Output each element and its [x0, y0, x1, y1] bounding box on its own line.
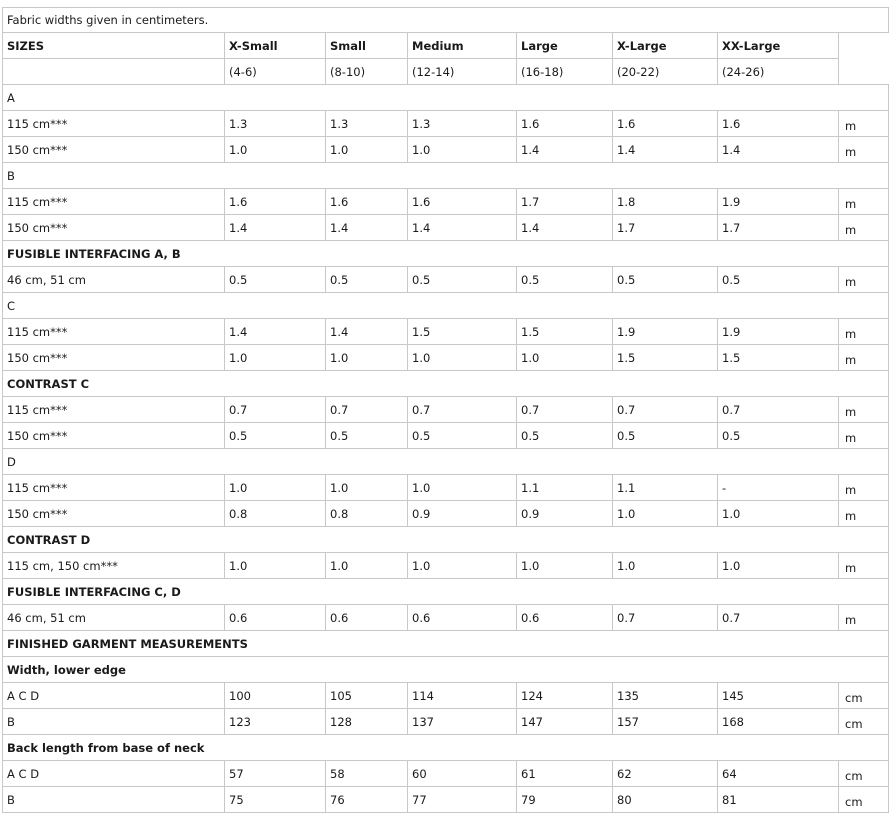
value-cell: 1.0 [613, 553, 718, 579]
value-cell: 1.0 [718, 553, 839, 579]
value-cell: 1.0 [326, 137, 408, 163]
value-cell: 1.6 [613, 111, 718, 137]
section-title: B [3, 163, 889, 189]
empty-cell [3, 59, 225, 85]
table-row [2, 345, 888, 371]
value-cell: 0.5 [408, 267, 517, 293]
row-label: 115 cm*** [3, 189, 225, 215]
section-title: FINISHED GARMENT MEASUREMENTS [3, 631, 889, 657]
value-cell: 0.7 [613, 397, 718, 423]
value-cell: 0.6 [408, 605, 517, 631]
value-cell: 1.1 [613, 475, 718, 501]
value-cell: 1.5 [408, 319, 517, 345]
value-cell: 0.5 [225, 267, 326, 293]
table-row [2, 137, 888, 163]
value-cell: 1.0 [225, 553, 326, 579]
value-cell: 62 [613, 761, 718, 787]
size-range: (4-6) [225, 59, 326, 85]
row-label: 115 cm*** [3, 111, 225, 137]
value-cell: 75 [225, 787, 326, 813]
value-cell: 114 [408, 683, 517, 709]
section-title-row [2, 163, 888, 189]
row-label: 150 cm*** [3, 215, 225, 241]
value-cell: 1.4 [225, 319, 326, 345]
value-cell: 168 [718, 709, 839, 735]
value-cell: 1.0 [718, 501, 839, 527]
unit-cell: m [839, 605, 889, 631]
section-title: FUSIBLE INTERFACING A, B [3, 241, 889, 267]
value-cell: 0.7 [225, 397, 326, 423]
row-label: 46 cm, 51 cm [3, 267, 225, 293]
row-label: A C D [3, 761, 225, 787]
value-cell: 100 [225, 683, 326, 709]
value-cell: 137 [408, 709, 517, 735]
row-label: A C D [3, 683, 225, 709]
row-label: 150 cm*** [3, 345, 225, 371]
section-title-row [2, 579, 888, 605]
value-cell: - [718, 475, 839, 501]
unit-cell: m [839, 475, 889, 501]
value-cell: 1.3 [408, 111, 517, 137]
unit-cell: m [839, 423, 889, 449]
sizes-range-row [2, 59, 888, 85]
row-label: 46 cm, 51 cm [3, 605, 225, 631]
yardage-table [2, 7, 888, 813]
value-cell: 0.5 [718, 423, 839, 449]
value-cell: 1.4 [517, 137, 613, 163]
row-label: B [3, 709, 225, 735]
value-cell: 1.5 [613, 345, 718, 371]
value-cell: 0.7 [718, 397, 839, 423]
value-cell: 0.5 [718, 267, 839, 293]
value-cell: 1.4 [326, 319, 408, 345]
value-cell: 76 [326, 787, 408, 813]
unit-cell: m [839, 215, 889, 241]
value-cell: 0.7 [408, 397, 517, 423]
table-row [2, 319, 888, 345]
value-cell: 1.0 [225, 345, 326, 371]
value-cell: 0.5 [408, 423, 517, 449]
value-cell: 1.9 [718, 189, 839, 215]
value-cell: 0.7 [613, 605, 718, 631]
value-cell: 135 [613, 683, 718, 709]
value-cell: 147 [517, 709, 613, 735]
value-cell: 1.0 [225, 475, 326, 501]
value-cell: 1.0 [326, 475, 408, 501]
section-title: Width, lower edge [3, 657, 889, 683]
row-label: 150 cm*** [3, 137, 225, 163]
value-cell: 61 [517, 761, 613, 787]
table-row [2, 501, 888, 527]
value-cell: 128 [326, 709, 408, 735]
size-name: X-Small [225, 33, 326, 59]
value-cell: 0.6 [517, 605, 613, 631]
value-cell: 1.4 [517, 215, 613, 241]
table-row [2, 475, 888, 501]
value-cell: 1.4 [225, 215, 326, 241]
value-cell: 0.8 [326, 501, 408, 527]
unit-cell: cm [839, 761, 889, 787]
empty-cell [839, 59, 889, 85]
value-cell: 1.5 [517, 319, 613, 345]
value-cell: 1.0 [326, 553, 408, 579]
size-name: Large [517, 33, 613, 59]
unit-cell: cm [839, 709, 889, 735]
section-title: CONTRAST D [3, 527, 889, 553]
table-row [2, 189, 888, 215]
section-title-row [2, 293, 888, 319]
value-cell: 80 [613, 787, 718, 813]
value-cell: 1.8 [613, 189, 718, 215]
value-cell: 1.0 [613, 501, 718, 527]
value-cell: 1.0 [517, 345, 613, 371]
value-cell: 1.7 [718, 215, 839, 241]
value-cell: 0.5 [613, 267, 718, 293]
section-title: D [3, 449, 889, 475]
unit-cell: m [839, 397, 889, 423]
row-label: 150 cm*** [3, 501, 225, 527]
value-cell: 1.7 [517, 189, 613, 215]
value-cell: 79 [517, 787, 613, 813]
value-cell: 0.5 [517, 267, 613, 293]
value-cell: 1.7 [613, 215, 718, 241]
size-range: (12-14) [408, 59, 517, 85]
unit-cell: m [839, 319, 889, 345]
value-cell: 0.5 [517, 423, 613, 449]
section-title-row [2, 241, 888, 267]
value-cell: 1.0 [326, 345, 408, 371]
section-title: Back length from base of neck [3, 735, 889, 761]
value-cell: 1.0 [225, 137, 326, 163]
table-row [2, 553, 888, 579]
value-cell: 1.3 [225, 111, 326, 137]
size-range: (20-22) [613, 59, 718, 85]
value-cell: 0.9 [517, 501, 613, 527]
section-title: FUSIBLE INTERFACING C, D [3, 579, 889, 605]
table-row [2, 605, 888, 631]
value-cell: 0.5 [326, 423, 408, 449]
value-cell: 77 [408, 787, 517, 813]
value-cell: 0.6 [225, 605, 326, 631]
table-row [2, 683, 888, 709]
unit-cell: m [839, 137, 889, 163]
sections-container [2, 85, 888, 813]
value-cell: 1.6 [718, 111, 839, 137]
value-cell: 145 [718, 683, 839, 709]
unit-cell: m [839, 111, 889, 137]
table-row [2, 215, 888, 241]
section-title: A [3, 85, 889, 111]
value-cell: 1.6 [326, 189, 408, 215]
value-cell: 1.6 [225, 189, 326, 215]
fabric-width-note: Fabric widths given in centimeters. [3, 7, 889, 33]
note-row [2, 7, 888, 33]
unit-cell: m [839, 345, 889, 371]
value-cell: 1.0 [408, 345, 517, 371]
row-label: 115 cm*** [3, 475, 225, 501]
size-name: XX-Large [718, 33, 839, 59]
value-cell: 64 [718, 761, 839, 787]
value-cell: 1.4 [408, 215, 517, 241]
value-cell: 1.4 [718, 137, 839, 163]
value-cell: 105 [326, 683, 408, 709]
row-label: 115 cm*** [3, 397, 225, 423]
value-cell: 1.0 [408, 475, 517, 501]
value-cell: 0.9 [408, 501, 517, 527]
unit-cell: m [839, 501, 889, 527]
value-cell: 0.6 [326, 605, 408, 631]
value-cell: 1.6 [517, 111, 613, 137]
sizes-header-row [2, 33, 888, 59]
empty-cell [839, 33, 889, 59]
value-cell: 1.0 [408, 137, 517, 163]
value-cell: 1.0 [408, 553, 517, 579]
row-label: 115 cm, 150 cm*** [3, 553, 225, 579]
value-cell: 124 [517, 683, 613, 709]
size-range: (8-10) [326, 59, 408, 85]
size-range: (24-26) [718, 59, 839, 85]
value-cell: 0.5 [326, 267, 408, 293]
row-label: B [3, 787, 225, 813]
row-label: 150 cm*** [3, 423, 225, 449]
value-cell: 57 [225, 761, 326, 787]
value-cell: 1.0 [517, 553, 613, 579]
size-name: Medium [408, 33, 517, 59]
value-cell: 1.9 [613, 319, 718, 345]
section-title-row [2, 735, 888, 761]
value-cell: 1.5 [718, 345, 839, 371]
section-title: C [3, 293, 889, 319]
value-cell: 1.1 [517, 475, 613, 501]
unit-cell: m [839, 267, 889, 293]
value-cell: 157 [613, 709, 718, 735]
section-title-row [2, 371, 888, 397]
value-cell: 0.7 [718, 605, 839, 631]
value-cell: 1.3 [326, 111, 408, 137]
section-title-row [2, 631, 888, 657]
size-name: Small [326, 33, 408, 59]
table-row [2, 709, 888, 735]
value-cell: 0.5 [225, 423, 326, 449]
value-cell: 1.9 [718, 319, 839, 345]
value-cell: 1.4 [613, 137, 718, 163]
table-row [2, 397, 888, 423]
value-cell: 0.7 [326, 397, 408, 423]
section-title: CONTRAST C [3, 371, 889, 397]
size-name: X-Large [613, 33, 718, 59]
table-row [2, 423, 888, 449]
row-label: 115 cm*** [3, 319, 225, 345]
unit-cell: m [839, 189, 889, 215]
value-cell: 0.8 [225, 501, 326, 527]
size-range: (16-18) [517, 59, 613, 85]
table-row [2, 761, 888, 787]
section-title-row [2, 527, 888, 553]
unit-cell: cm [839, 787, 889, 813]
table-row [2, 787, 888, 813]
sizes-label: SIZES [3, 33, 225, 59]
table-row [2, 111, 888, 137]
unit-cell: cm [839, 683, 889, 709]
unit-cell: m [839, 553, 889, 579]
value-cell: 1.4 [326, 215, 408, 241]
table-row [2, 267, 888, 293]
value-cell: 1.6 [408, 189, 517, 215]
value-cell: 123 [225, 709, 326, 735]
section-title-row [2, 85, 888, 111]
value-cell: 81 [718, 787, 839, 813]
value-cell: 58 [326, 761, 408, 787]
value-cell: 0.7 [517, 397, 613, 423]
value-cell: 0.5 [613, 423, 718, 449]
section-title-row [2, 657, 888, 683]
value-cell: 60 [408, 761, 517, 787]
section-title-row [2, 449, 888, 475]
